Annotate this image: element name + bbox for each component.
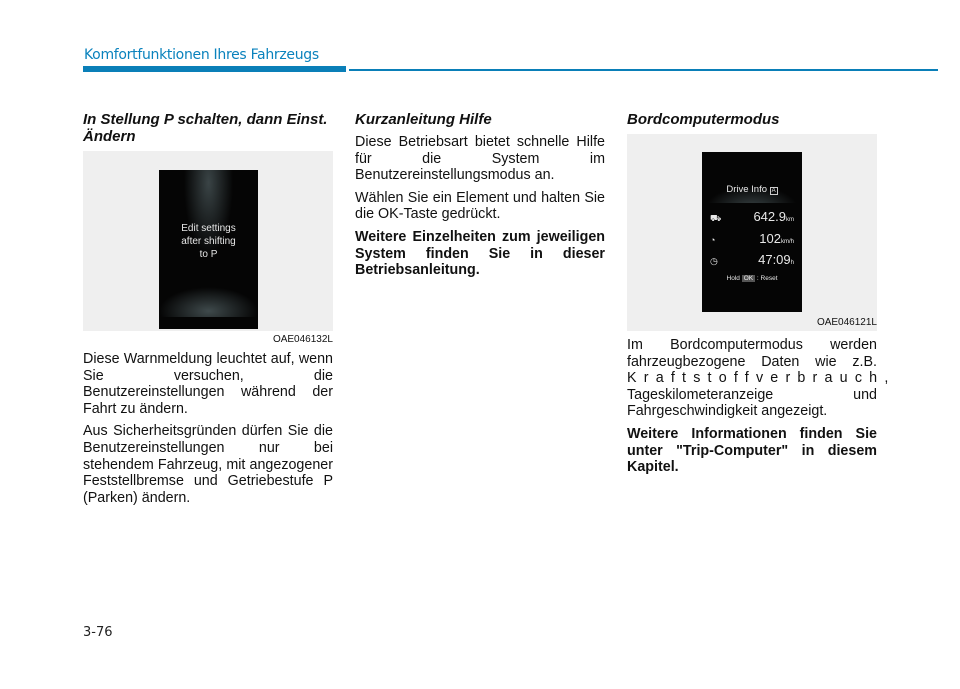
speedometer-icon: ◔	[710, 235, 716, 245]
figure-warning	[83, 151, 333, 331]
heading-shift-p: In Stellung P schalten, dann Einst. Ändern	[83, 111, 328, 145]
badge-a: A	[771, 188, 776, 194]
page-number: 3-76	[83, 625, 113, 640]
time-unit: h	[790, 260, 794, 266]
figure-caption: OAE046132L	[272, 334, 333, 345]
text: Tageskilometeranzeige und Fahrgeschwindigkeit angezeigt.	[627, 386, 877, 420]
paragraph: Wählen Sie ein Element und halten Sie die OK-Taste gedrückt.	[355, 189, 605, 223]
paragraph	[627, 337, 896, 420]
heading-help: Kurzanleitung Hilfe	[355, 111, 492, 128]
screen-line: Edit settings	[181, 223, 236, 234]
hold-label: Hold	[726, 275, 740, 282]
clock-icon: ◷	[710, 256, 718, 266]
paragraph-bold: Weitere Einzelheiten zum jeweiligen System finden Sie in dieser Betriebsanleitung.	[355, 228, 605, 279]
header-rule	[349, 69, 938, 71]
text-spaced: Kraftstoffverbrauch,	[627, 370, 896, 387]
distance-value: 642.9	[753, 209, 786, 224]
screen-glow	[159, 287, 258, 317]
figure-drive-info	[627, 134, 877, 331]
fuel-icon: ⛟	[710, 213, 722, 223]
distance-unit: km	[786, 217, 794, 223]
left-column	[83, 111, 333, 512]
time-value: 47:09	[758, 252, 791, 267]
heading-trip-computer: Bordcomputermodus	[627, 111, 780, 128]
screen-line: after shifting	[181, 236, 236, 247]
text: Im Bordcomputermodus werden fahrzeugbezogene Daten wie z.B.	[627, 337, 877, 370]
cluster-screen	[159, 170, 258, 329]
paragraph: Diese Warnmeldung leuchtet auf, wenn Sie versuchen, die Benutzereinstellungen während der Fahrt zu ändern.	[83, 351, 333, 417]
middle-column	[355, 111, 605, 285]
header-bar	[83, 66, 346, 72]
screen-line: to P	[199, 249, 218, 260]
speed-unit: km/h	[780, 239, 794, 245]
paragraph: Aus Sicherheitsgründen dürfen Sie die Benutzereinstellungen nur bei stehendem Fahrzeug, mit angezogener Feststellbremse und Getriebestufe P (Parken) ändern.	[83, 423, 333, 506]
right-column	[627, 111, 896, 482]
ok-badge: OK	[743, 275, 754, 282]
speed-value: 102	[759, 231, 781, 246]
cluster-screen	[702, 152, 802, 312]
section-title: Komfortfunktionen Ihres Fahrzeugs	[84, 47, 319, 63]
paragraph-bold: Weitere Informationen finden Sie unter "Trip-Computer" in diesem Kapitel.	[627, 425, 877, 476]
paragraph: Diese Betriebsart bietet schnelle Hilfe für die System im Benutzereinstellungsmodus an.	[355, 134, 605, 184]
figure-caption: OAE046121L	[816, 317, 877, 328]
reset-label: : Reset	[756, 275, 778, 282]
drive-info-title: Drive Info	[726, 184, 767, 195]
